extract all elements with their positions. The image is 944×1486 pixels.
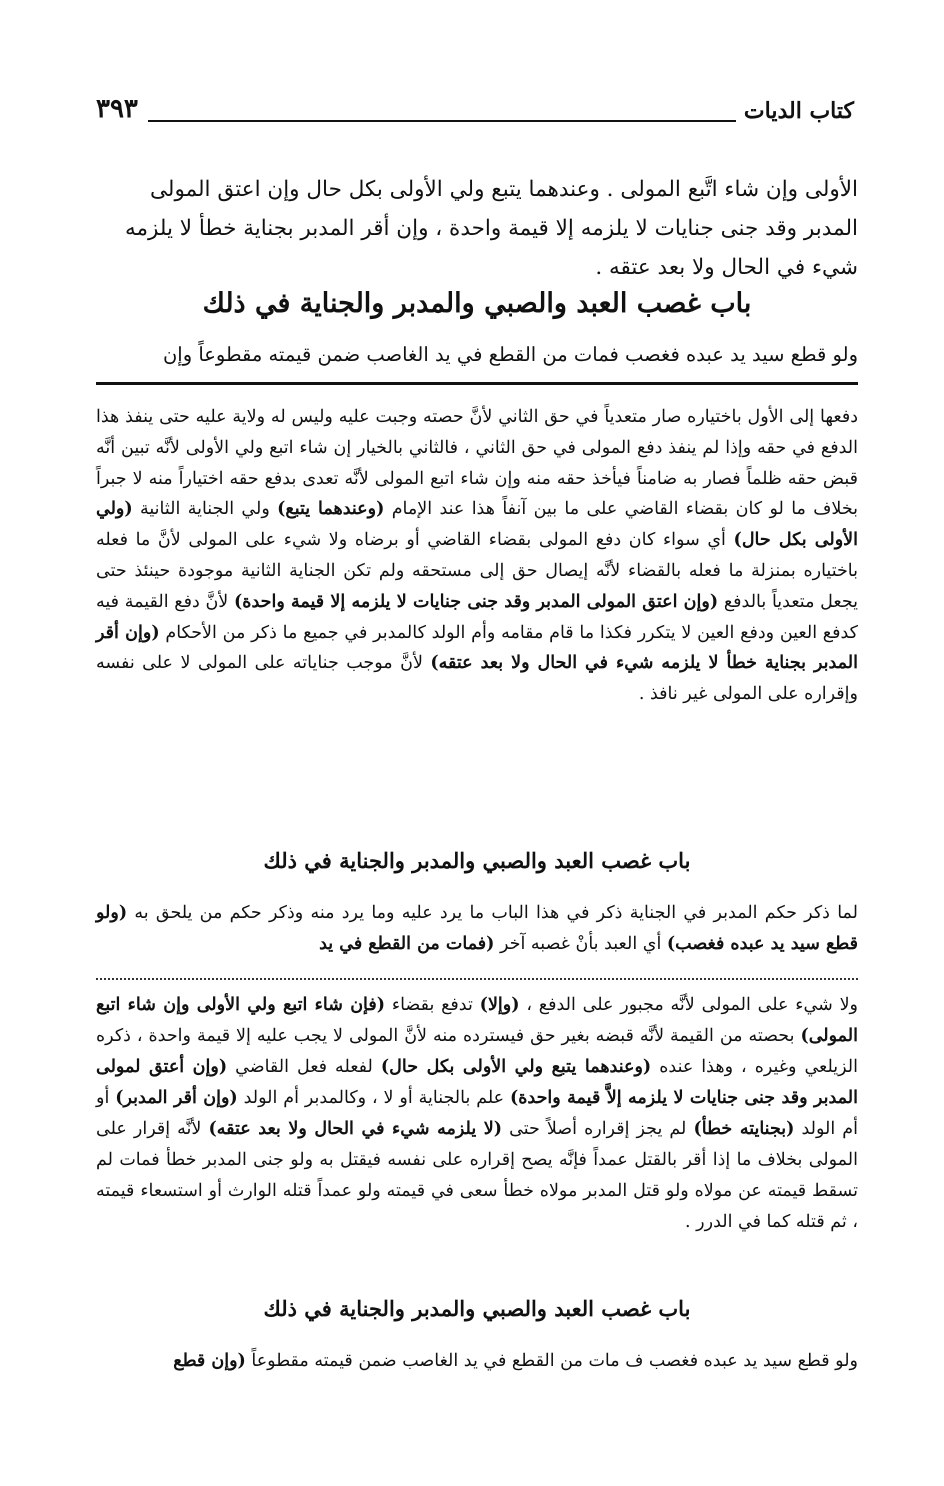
- quoted-matn: (وإن اعتق المولى المدبر وقد جنى جنايات لا يلزمه إلا قيمة واحدة): [234, 591, 719, 612]
- commentary-text: أي العبد بأنْ غصبه آخر: [494, 934, 667, 954]
- commentary-text: لفعله فعل القاضي: [227, 1057, 381, 1077]
- quoted-matn: (وإن قطع: [173, 1351, 246, 1371]
- chapter-title: باب غصب العبد والصبي والمدبر والجناية في ذلك: [202, 288, 752, 319]
- second-commentary-chapter-title: باب غصب العبد والصبي والمدبر والجناية في ذلك: [263, 1296, 691, 1321]
- matn-line: شيء في الحال ولا بعد عتقه .: [595, 255, 858, 280]
- matn-line: الأولى وإن شاء اتَّبع المولى . وعندهما يتبع ولي الأولى بكل حال وإن اعتق المولى: [150, 177, 858, 202]
- page-number: ٣٩٣: [96, 94, 138, 124]
- matn-continuation: ولو قطع سيد يد عبده فغصب فمات من القطع في يد الغاصب ضمن قيمته مقطوعاً وإن: [162, 343, 858, 366]
- commentary-text: أو أم الولد: [96, 1088, 858, 1139]
- quoted-matn: (وإلا): [479, 995, 520, 1015]
- second-commentary-paragraph-continued: [96, 1346, 858, 1377]
- commentary-text: علم بالجناية أو لا ، وكالمدبر أم الولد: [237, 1088, 510, 1108]
- quoted-matn: (فإن شاء اتبع ولي الأولى وإن شاء اتبع المولى): [96, 995, 858, 1046]
- section-divider: [96, 382, 858, 385]
- matn-line: المدبر وقد جنى جنايات لا يلزمه إلا قيمة واحدة ، وإن أقر المدبر بجناية خطأ لا يلزمه: [124, 216, 858, 241]
- quoted-matn: (ولو قطع سيد يد عبده فغصب): [96, 903, 858, 954]
- commentary-text: دفعها إلى الأول باختياره صار متعدياً في حق الثاني لأنَّ حصته وجبت عليه وليس له ولاية عليه حتى ينفذ هذا الدفع في حقه وإذا لم ينفذ دفع المولى في حق الثاني ، فالثاني بالخيار إن شاء اتبع ولي الأولى لأنَّه تبين أنَّه قبض حقه ظلماً فصار به ضامناً فيأخذ حقه منه وإن شاء اتبع المولى لأنَّه تعدى بدفع حقه اختياراً منه لا جبراً بخلاف ما لو كان بقضاء القاضي على ما بين آنفاً هذا عند الإمام: [96, 407, 859, 520]
- commentary-text: ولي الجناية الثانية: [132, 499, 278, 520]
- page-header: [96, 92, 854, 132]
- commentary-paragraph: [96, 898, 858, 960]
- quoted-matn: (ولي الأولى بكل حال): [96, 499, 858, 551]
- matn-text: [96, 170, 858, 287]
- commentary-text: لما ذكر حكم المدبر في الجناية ذكر في هذا الباب ما يرد عليه وما يرد منه وذكر حكم من يلحق به: [127, 903, 858, 923]
- quoted-matn: (وعندهما يتبع ولي الأولى بكل حال): [380, 1057, 652, 1077]
- commentary-text: لأنَّ موجب جناياته على المولى لا على نفسه وإقراره على المولى غير نافذ .: [96, 653, 858, 705]
- quoted-matn: (وإن أقر المدبر بجناية خطأ لا يلزمه شيء في الحال ولا بعد عتقه): [96, 622, 858, 674]
- commentary-text: لأنَّه إقرار على المولى بخلاف ما إذا أقر بالقتل عمداً فإنَّه يصح إقراره على نفسه فيقتل به ولو جنى المدبر خطأ فمات لم تسقط قيمته عن مولاه ولو قتل المدبر مولاه خطأ سعى في قيمته ولو عمداً قتله الوارث أو استسعاء قيمته ، ثم قتله كما في الدرر .: [96, 1119, 858, 1232]
- quoted-matn: (وعندهما يتبع): [277, 499, 385, 520]
- commentary-text: لأنَّ دفع القيمة فيه كدفع العين ودفع العين لا يتكرر فكذا ما قام مقامه وأم الولد كالمدبر في جميع ما ذكر من الأحكام: [96, 591, 859, 643]
- quoted-matn: (لا يلزمه شيء في الحال ولا بعد عتقه): [208, 1119, 503, 1139]
- quoted-matn: (وإن أعتق لمولى المدبر وقد جنى جنايات لا يلزمه إلاَّ قيمة واحدة): [96, 1057, 858, 1108]
- running-title: كتاب الديات: [743, 98, 854, 124]
- second-commentary-paragraph: [96, 990, 858, 1238]
- commentary-paragraph: [96, 402, 858, 710]
- header-rule: [148, 120, 736, 122]
- commentary-text: ولا شيء على المولى لأنَّه مجبور على الدفع ،: [519, 995, 858, 1015]
- commentary-text: أي سواء كان دفع المولى بقضاء القاضي أو برضاه ولا شيء على المولى لأنَّ ما فعله باختياره بمنزلة ما فعله بالقضاء لأنَّه إيصال حق إلى مستحقه ولم تكن الجناية الثانية موجودة حينئذ حتى يجعل متعدياً بالدفع: [96, 530, 859, 612]
- commentary-text: لم يجز إقراره أصلاً حتى: [502, 1119, 694, 1139]
- quoted-matn: (وإن أقر المدبر): [115, 1088, 238, 1108]
- commentary-text: ولو قطع سيد يد عبده فغصب ف مات من القطع في يد الغاصب ضمن قيمته مقطوعاً: [245, 1351, 858, 1371]
- commentary-text: تدفع بقضاء: [385, 995, 480, 1015]
- commentary-text: بحصته من القيمة لأنَّه قبضه بغير حق فيسترده منه لأنَّ المولى لا يجب عليه إلا قيمة واحدة ، ذكره الزيلعي وغيره ، وهذا عنده: [96, 1026, 858, 1077]
- dotted-divider: [96, 978, 858, 980]
- commentary-chapter-title: باب غصب العبد والصبي والمدبر والجناية في ذلك: [263, 848, 691, 873]
- quoted-matn: (فمات من القطع في يد: [319, 934, 495, 954]
- quoted-matn: (بجنايته خطأ): [693, 1119, 795, 1139]
